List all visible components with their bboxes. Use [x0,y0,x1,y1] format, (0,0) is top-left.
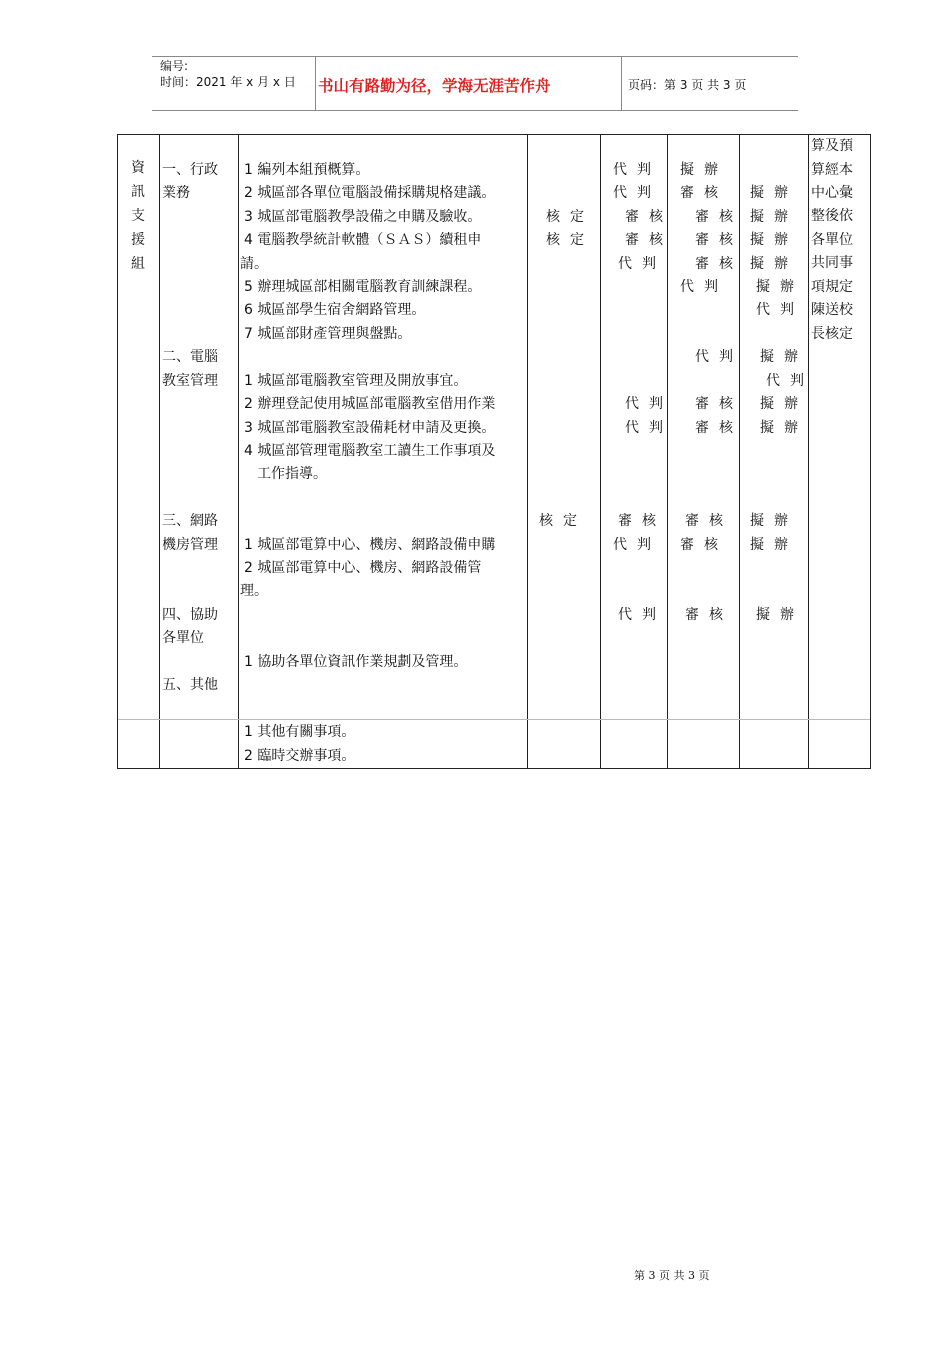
authority-draft: 擬辦 [756,279,804,295]
section-title: 五、其他 [162,677,218,693]
note-line: 各單位 [811,232,853,248]
group-char: 援 [131,232,145,248]
note-line: 共同事 [811,255,853,271]
authority-review: 審核 [680,537,728,553]
note-line: 中心彙 [811,185,853,201]
duty-item: 理。 [240,583,268,599]
section-title: 四、協助 [162,607,218,623]
note-line: 算及預 [811,138,853,154]
authority-draft: 擬辦 [760,396,808,412]
header-page-label: 页码：第 3 页 共 3 页 [628,78,747,92]
authority-deputy: 代判 [618,256,666,272]
authority-review: 審核 [680,185,728,201]
authority-draft: 擬辦 [756,607,804,623]
section-title: 二、電腦 [162,349,218,365]
header-divider-right [621,56,622,110]
header-number-label: 编号: [160,59,189,73]
authority-review: 代判 [680,279,728,295]
row-divider [118,719,870,720]
header-bottom-rule [152,110,798,111]
section-title: 機房管理 [162,537,218,553]
group-char: 訊 [131,184,145,200]
header-divider-left [315,56,316,110]
authority-draft: 代判 [766,373,814,389]
note-line: 長核定 [811,326,853,342]
authority-deputy: 代判 [618,607,666,623]
authority-approve: 核定 [539,513,587,529]
section-title: 三、網路 [162,513,218,529]
section-title: 各單位 [162,630,204,646]
authority-draft: 擬辦 [750,513,798,529]
authority-deputy: 審核 [625,209,673,225]
authority-draft: 擬辦 [750,209,798,225]
duty-item: 2 城區部各單位電腦設備採購規格建議。 [244,185,496,201]
duty-item: 1 協助各單位資訊作業規劃及管理。 [244,654,468,670]
duty-table [117,134,871,769]
group-char: 資 [131,160,145,176]
header-top-rule [152,56,798,57]
duty-item: 1 城區部電腦教室管理及開放事宜。 [244,373,468,389]
authority-deputy: 審核 [618,513,666,529]
authority-review: 審核 [695,209,743,225]
duty-item: 1 城區部電算中心、機房、網路設備申購 [244,537,496,553]
duty-item: 4 城區部管理電腦教室工讀生工作事項及 [244,443,496,459]
authority-review: 審核 [685,513,733,529]
authority-draft: 擬辦 [750,537,798,553]
duty-item: 2 城區部電算中心、機房、網路設備管 [244,560,482,576]
authority-deputy: 審核 [625,232,673,248]
duty-item: 4 電腦教學統計軟體（ＳＡＳ）續租申 [244,232,482,248]
authority-draft: 擬辦 [750,256,798,272]
note-line: 整後依 [811,208,853,224]
duty-item: 3 城區部電腦教室設備耗材申請及更換。 [244,420,496,436]
authority-deputy: 代判 [613,162,661,178]
header-time-label: 时间：2021 年 x 月 x 日 [160,75,296,89]
header-meta [160,58,296,90]
note-line: 陳送校 [811,302,853,318]
duty-item: 6 城區部學生宿舍網路管理。 [244,302,426,318]
authority-draft: 擬辦 [760,349,808,365]
section-title: 教室管理 [162,373,218,389]
authority-review: 審核 [695,232,743,248]
authority-approve: 核定 [546,209,594,225]
authority-review: 審核 [695,256,743,272]
duty-item: 2 辦理登記使用城區部電腦教室借用作業 [244,396,496,412]
authority-draft: 擬辦 [760,420,808,436]
authority-approve: 核定 [546,232,594,248]
authority-review: 審核 [685,607,733,623]
authority-review: 擬辦 [680,162,728,178]
duty-item: 3 城區部電腦教學設備之申購及驗收。 [244,209,482,225]
duty-item: 工作指導。 [257,466,327,482]
col-divider [159,135,160,768]
header-motto: 书山有路勤为径，学海无涯苦作舟 [318,77,551,95]
note-line: 算經本 [811,162,853,178]
duty-item: 5 辦理城區部相關電腦教育訓練課程。 [244,279,482,295]
note-line: 項規定 [811,279,853,295]
group-char: 組 [131,256,145,272]
group-char: 支 [131,208,145,224]
duty-item: 7 城區部財產管理與盤點。 [244,326,412,342]
authority-review: 審核 [695,420,743,436]
section-title: 業務 [162,185,190,201]
authority-deputy: 代判 [613,185,661,201]
authority-review: 審核 [695,396,743,412]
duty-item: 1 其他有關事項。 [244,724,356,740]
duty-item: 2 臨時交辦事項。 [244,748,356,764]
authority-deputy: 代判 [613,537,661,553]
authority-deputy: 代判 [625,420,673,436]
col-divider [527,135,528,768]
section-title: 一、行政 [162,162,218,178]
duty-item: 1 編列本組預概算。 [244,162,370,178]
duty-item: 請。 [240,256,268,272]
col-divider [600,135,601,768]
authority-deputy: 代判 [625,396,673,412]
authority-draft: 代判 [756,302,804,318]
page-footer: 第 3 页 共 3 页 [634,1269,710,1282]
authority-draft: 擬辦 [750,232,798,248]
col-divider [808,135,809,768]
col-divider [238,135,239,768]
authority-draft: 擬辦 [750,185,798,201]
authority-review: 代判 [695,349,743,365]
